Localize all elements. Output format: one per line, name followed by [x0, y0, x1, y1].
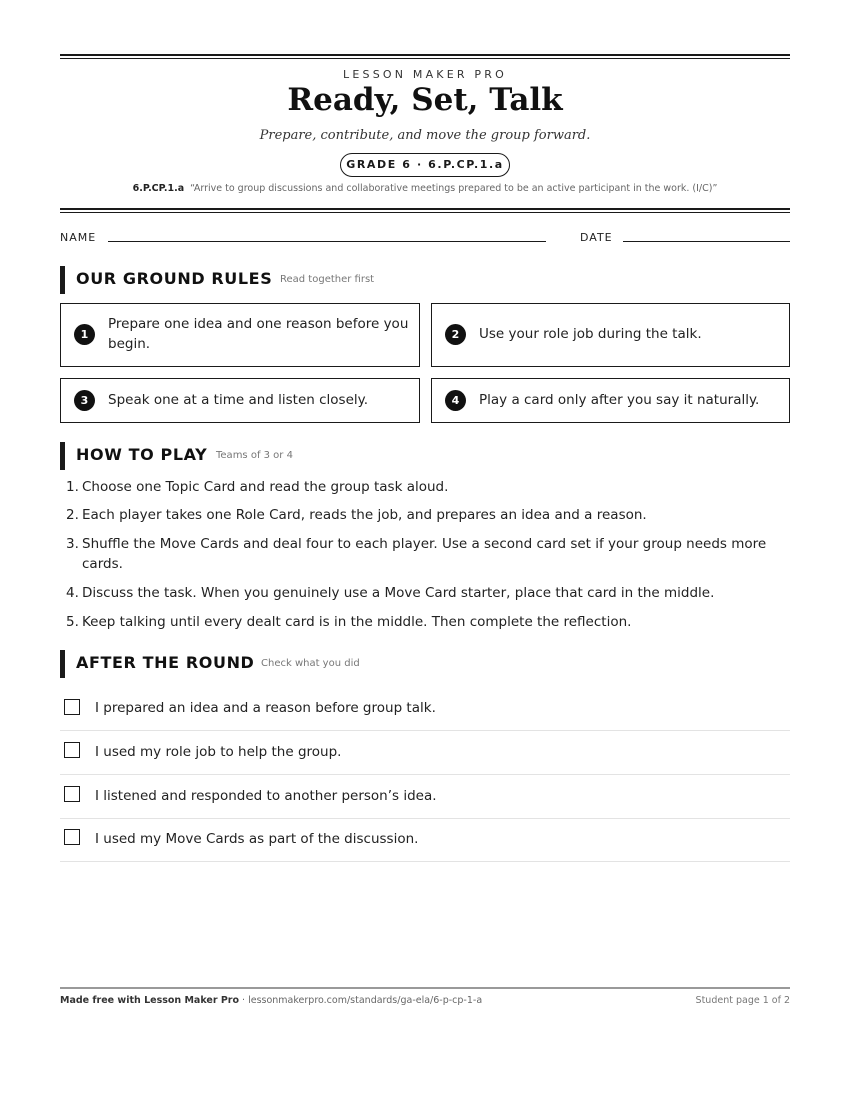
ground-rule-card [60, 303, 420, 367]
step-item [66, 583, 781, 603]
worksheet-page [60, 0, 790, 1100]
step-number: 1. [66, 479, 79, 495]
rule-text: Speak one at a time and listen closely. [108, 392, 369, 408]
step-text: Each player takes one Role Card, reads the job, and prepares an idea and a reason. [82, 507, 647, 523]
section-bar [60, 442, 65, 470]
section-title: AFTER THE ROUND [76, 653, 255, 672]
rule-text: Prepare one idea and one reason before you begin. [108, 316, 409, 352]
section-title: HOW TO PLAY [76, 445, 208, 464]
standard-code: 6.P.CP.1.a [132, 183, 185, 194]
rule-text: Use your role job during the talk. [479, 326, 702, 342]
footer-credit [60, 995, 482, 1006]
ground-rule-card [431, 378, 790, 423]
reflection-label: I used my role job to help the group. [95, 744, 342, 760]
name-field[interactable] [108, 241, 546, 242]
reflection-row [60, 818, 790, 862]
date-field[interactable] [623, 241, 790, 242]
section-hint: Check what you did [261, 658, 360, 669]
footer-page-number: Student page 1 of 2 [695, 995, 790, 1006]
step-text: Shuffle the Move Cards and deal four to each player. Use a second card set if your group needs more cards. [82, 536, 767, 572]
step-item [66, 477, 781, 497]
name-label: NAME [60, 231, 97, 244]
step-text: Keep talking until every dealt card is in the middle. Then complete the reflection. [82, 614, 632, 630]
section-hint: Teams of 3 or 4 [216, 450, 293, 461]
brand-label: LESSON MAKER PRO [343, 68, 507, 81]
footer-url[interactable]: · lessonmakerpro.com/standards/ga-ela/6-p-cp-1-a [242, 995, 483, 1006]
section-bar [60, 650, 65, 678]
rule-number-badge: 1 [74, 324, 95, 345]
step-item [66, 534, 781, 574]
reflection-checkbox[interactable] [64, 786, 80, 802]
step-item [66, 612, 781, 632]
reflection-label: I listened and responded to another person’s idea. [95, 788, 437, 804]
reflection-row [60, 687, 790, 731]
ground-rule-card [60, 378, 420, 423]
rule-number-badge: 4 [445, 390, 466, 411]
header-bottom-rule [60, 208, 790, 213]
rule-number-badge: 3 [74, 390, 95, 411]
after-round-heading [60, 650, 790, 678]
footer-rule [60, 987, 790, 989]
page-subtitle: Prepare, contribute, and move the group forward. [259, 128, 591, 143]
step-number: 2. [66, 507, 79, 523]
reflection-label: I used my Move Cards as part of the discussion. [95, 831, 419, 847]
rule-text: Play a card only after you say it naturally. [479, 392, 760, 408]
step-number: 4. [66, 585, 79, 601]
reflection-checkbox[interactable] [64, 699, 80, 715]
standard-text: “Arrive to group discussions and collaborative meetings prepared to be an active participant in the work. (I/C)” [190, 183, 718, 194]
standard-line [60, 183, 790, 194]
grade-badge: GRADE 6 · 6.P.CP.1.a [340, 153, 510, 177]
section-hint: Read together first [280, 274, 375, 285]
rule-number-badge: 2 [445, 324, 466, 345]
page-title: Ready, Set, Talk [287, 82, 563, 118]
section-title: OUR GROUND RULES [76, 269, 273, 288]
step-text: Discuss the task. When you genuinely use a Move Card starter, place that card in the middle. [82, 585, 715, 601]
reflection-row [60, 775, 790, 819]
step-text: Choose one Topic Card and read the group task aloud. [82, 479, 449, 495]
step-item [66, 505, 781, 525]
ground-rules-heading [60, 266, 790, 294]
how-to-play-heading [60, 442, 790, 470]
date-label: DATE [580, 231, 613, 244]
reflection-checkbox[interactable] [64, 742, 80, 758]
step-number: 5. [66, 614, 79, 630]
header-top-rule [60, 54, 790, 59]
reflection-row [60, 731, 790, 775]
section-bar [60, 266, 65, 294]
ground-rule-card [431, 303, 790, 367]
step-number: 3. [66, 536, 79, 552]
footer-made-with: Made free with Lesson Maker Pro [60, 995, 240, 1006]
reflection-label: I prepared an idea and a reason before group talk. [95, 700, 436, 716]
reflection-checkbox[interactable] [64, 829, 80, 845]
